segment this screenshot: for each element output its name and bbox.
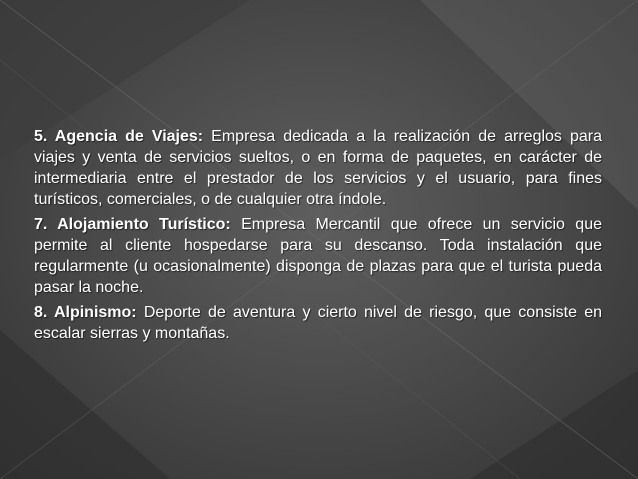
definition-text: Empresa dedicada a la realización de arreglos para viajes y venta de servicios sueltos, o en forma de paquetes, en carácter de intermediaria entre el prestador de los servicios y el usuario, para fines turísticos, comerciales, o de cualquier otra índole.: [34, 128, 602, 208]
definition-term: 5. Agencia de Viajes:: [34, 128, 204, 145]
definition-text: Empresa Mercantil que ofrece un servicio que permite al cliente hospedarse para su descanso. Toda instalación que regularmente (u ocasionalmente) disponga de plazas para que el turista pueda pasar la noche.: [34, 216, 602, 296]
definition-alpinismo: [34, 302, 602, 344]
lower-left-facet: [0, 330, 170, 479]
definition-term: 8. Alpinismo:: [34, 304, 137, 321]
definition-text: Deporte de aventura y cierto nivel de riesgo, que consiste en escalar sierras y montañas.: [34, 304, 603, 342]
definition-alojamiento-turistico: [34, 214, 602, 298]
definition-term: 7. Alojamiento Turístico:: [34, 216, 231, 233]
definition-agencia-de-viajes: [34, 126, 602, 210]
lower-right-facet: [470, 370, 638, 479]
slide-content: [34, 126, 602, 348]
